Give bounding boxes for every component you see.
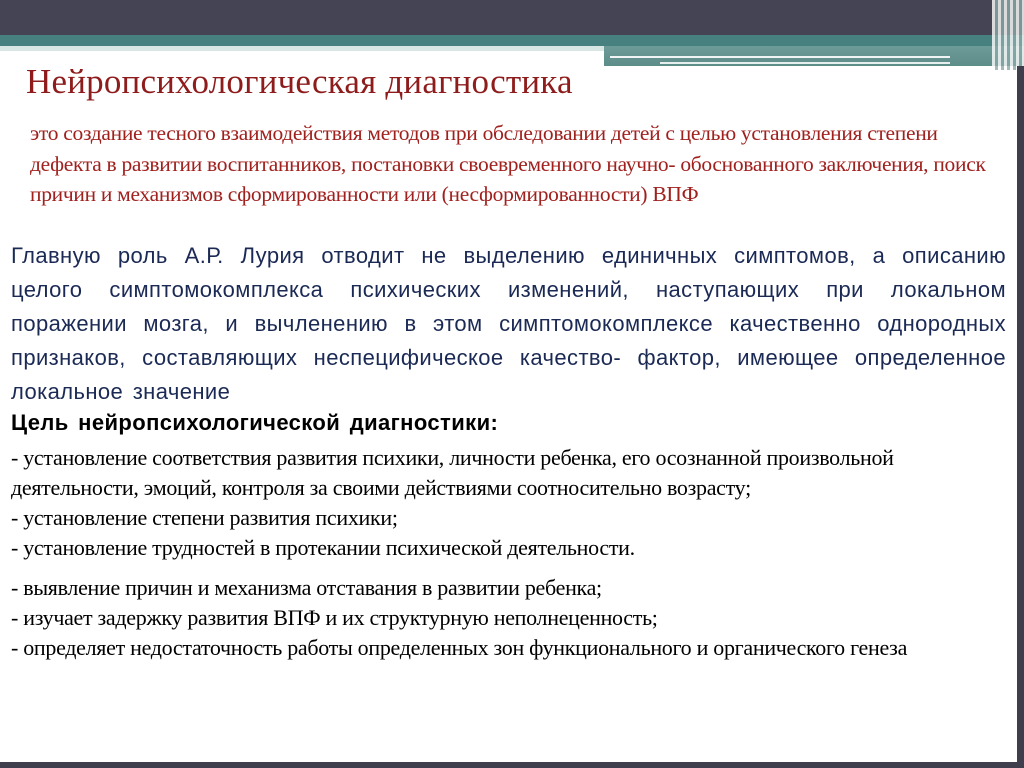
goal-item: - определяет недостаточность работы определенных зон функционального и органического генеза	[11, 635, 908, 660]
header-light-band	[0, 46, 604, 51]
corner-stripes-decoration	[992, 0, 1024, 70]
goal-item: - установление степени развития психики;	[11, 505, 398, 530]
header-accent-line-lower	[660, 62, 950, 64]
goal-item: - выявление причин и механизма отставания в развитии ребенка;	[11, 575, 602, 600]
goal-item: - установление соответствия развития психики, личности ребенка, его осознанной произвольной деятельности, эмоций, контроля за своими действиями соотносительно возрасту;	[11, 445, 894, 500]
right-edge-border	[1017, 66, 1024, 768]
goal-heading: Цель нейропсихологической диагностики:	[11, 410, 499, 435]
slide-title: Нейропсихологическая диагностика	[26, 62, 573, 101]
header-teal-band	[0, 35, 1024, 46]
header-dark-band	[0, 0, 1024, 35]
header-accent-line	[610, 56, 950, 58]
goal-item: - установление трудностей в протекании психической деятельности.	[11, 535, 635, 560]
goal-list	[11, 443, 1001, 663]
bottom-edge-border	[0, 762, 1024, 768]
definition-text: это создание тесного взаимодействия методов при обследовании детей с целью установления степени дефекта в развитии воспитанников, постановки своевременного научно- обоснованного заключения, поиск причин и механизмов сформированности или (несформированности) ВПФ	[30, 121, 986, 206]
luria-paragraph: Главную роль А.Р. Лурия отводит не выделению единичных симптомов, а описанию целого симптомокомплекса психических изменений, наступающих при локальном поражении мозга, и вычленению в этом симптомокомплексе качественно однородных признаков, составляющих неспецифическое качество- фактор, имеющее определенное локальное значение	[11, 243, 1006, 404]
goal-item: - изучает задержку развития ВПФ и их структурную неполнеценность;	[11, 605, 658, 630]
